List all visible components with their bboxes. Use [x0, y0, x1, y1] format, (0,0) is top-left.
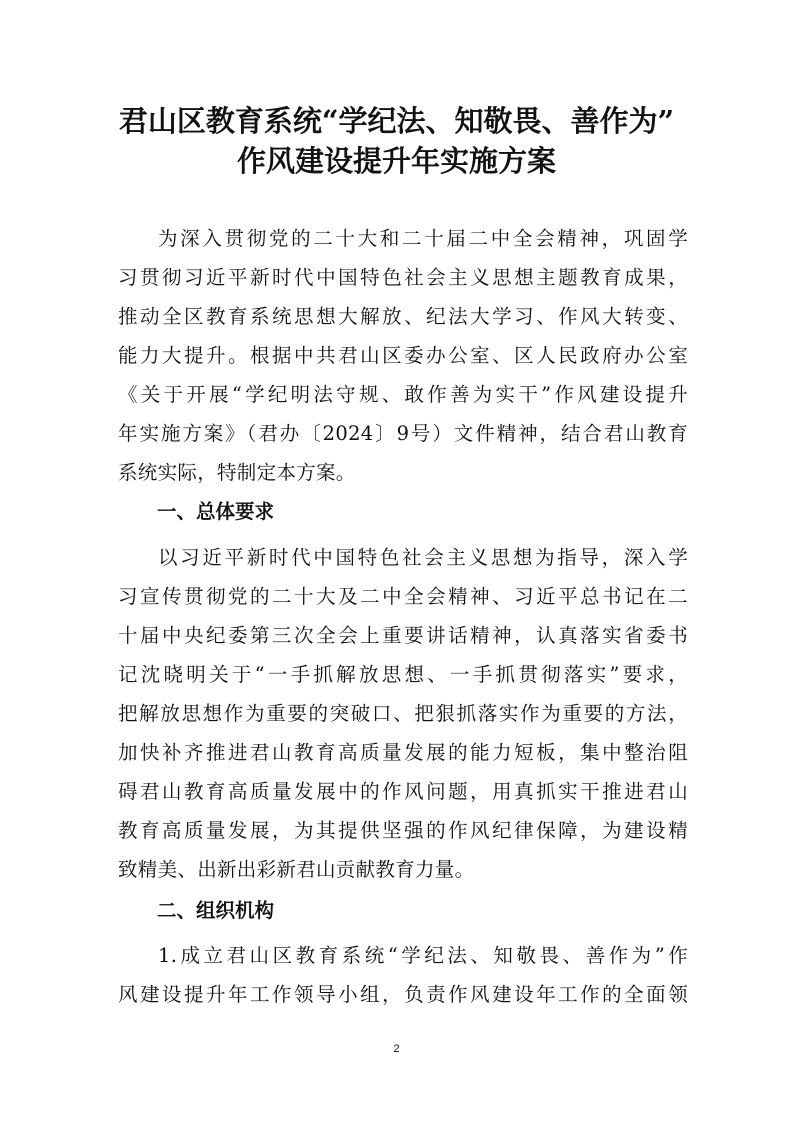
paragraph-line: 系统实际，特制定本方案。 — [118, 461, 356, 484]
general-requirements-paragraph — [118, 538, 688, 889]
paragraph-line: 致精美、出新出彩新君山贡献教育力量。 — [118, 858, 475, 881]
intro-paragraph — [118, 219, 688, 492]
paragraph-line: 1.成立君山区教育系统“学纪法、知敬畏、善作为”作 — [158, 944, 688, 967]
paragraph-line: 记沈晓明关于“一手抓解放思想、一手抓贯彻落实”要求， — [118, 663, 688, 686]
paragraph-line: 十届中央纪委第三次全会上重要讲话精神，认真落实省委书 — [118, 624, 688, 647]
paragraph-line: 习贯彻习近平新时代中国特色社会主义思想主题教育成果， — [118, 266, 688, 289]
page-number: 2 — [393, 1043, 400, 1055]
paragraph-line: 教育高质量发展，为其提供坚强的作风纪律保障，为建设精 — [118, 819, 688, 842]
paragraph-line: 碍君山教育高质量发展中的作风问题，用真抓实干推进君山 — [118, 780, 688, 803]
section-heading-general-requirements: 一、总体要求 — [157, 500, 275, 523]
paragraph-line: 年实施方案》（君办〔2024〕9号）文件精神，结合君山教育 — [118, 422, 688, 445]
document-title-line-1: 君山区教育系统“学纪法、知敬畏、善作为” — [118, 104, 675, 138]
paragraph-line: 习宣传贯彻党的二十大及二中全会精神、习近平总书记在二 — [118, 585, 688, 608]
paragraph-line: 为深入贯彻党的二十大和二十届二中全会精神，巩固学 — [158, 227, 688, 250]
document-title-line-2: 作风建设提升年实施方案 — [236, 144, 556, 178]
paragraph-line: 把解放思想作为重要的突破口、把狠抓落实作为重要的方法， — [118, 702, 688, 725]
organization-paragraph — [118, 936, 688, 1014]
paragraph-line: 推动全区教育系统思想大解放、纪法大学习、作风大转变、 — [118, 305, 688, 328]
paragraph-line: 风建设提升年工作领导小组，负责作风建设年工作的全面领 — [118, 983, 688, 1006]
paragraph-line: 以习近平新时代中国特色社会主义思想为指导，深入学 — [158, 546, 688, 569]
paragraph-line: 加快补齐推进君山教育高质量发展的能力短板，集中整治阻 — [118, 741, 688, 764]
section-heading-organization: 二、组织机构 — [157, 899, 275, 922]
paragraph-line: 《关于开展“学纪明法守规、敢作善为实干”作风建设提升 — [118, 383, 688, 406]
paragraph-line: 能力大提升。根据中共君山区委办公室、区人民政府办公室 — [118, 344, 688, 367]
